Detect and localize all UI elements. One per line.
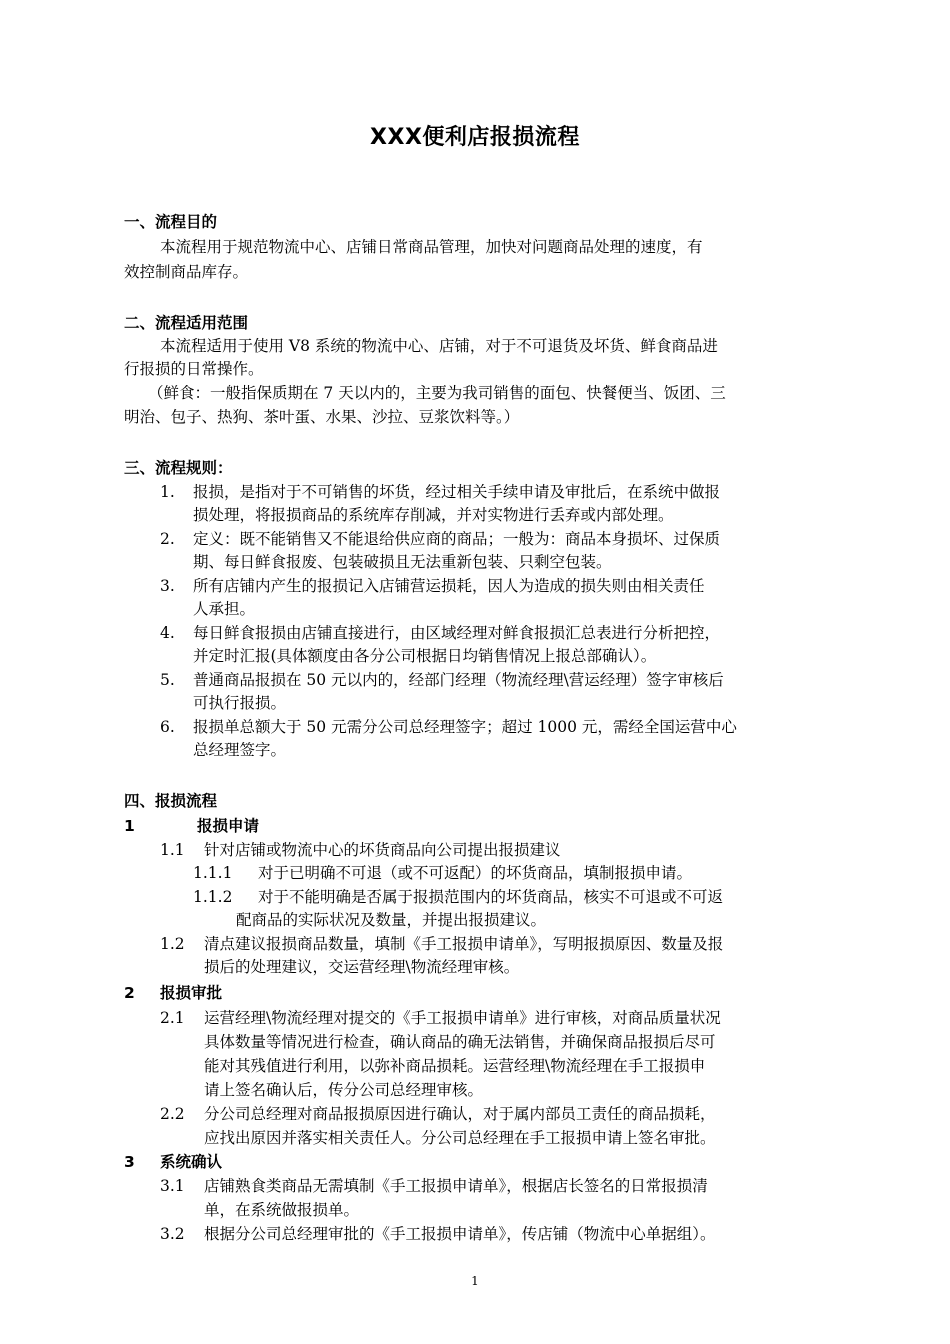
- item-text: 能对其残值进行利用，以弥补商品损耗。运营经理\物流经理在手工报损申: [204, 1057, 706, 1075]
- rule-text: 所有店铺内产生的报损记入店铺营运损耗，因人为造成的损失则由相关责任: [193, 577, 705, 595]
- section-4-heading: 四、报损流程: [124, 792, 218, 810]
- rule-text: 人承担。: [193, 600, 256, 618]
- rule-text: 报损单总额大于 50 元需分公司总经理签字；超过 1000 元，需经全国运营中心: [193, 718, 737, 736]
- rule-number: 5.: [160, 671, 175, 689]
- item-text: 分公司总经理对商品报损原因进行确认，对于属内部员工责任的商品损耗，: [204, 1105, 716, 1123]
- item-number: 1.1.2: [193, 888, 233, 906]
- subsection-heading: 报损审批: [160, 984, 223, 1002]
- item-text: 清点建议报损商品数量，填制《手工报损申请单》，写明报损原因、数量及报: [204, 935, 724, 953]
- item-text: 对于已明确不可退（或不可返配）的坏货商品，填制报损申请。: [258, 864, 693, 882]
- section-1-paragraph-line: 效控制商品库存。: [124, 263, 249, 281]
- item-text: 运营经理\物流经理对提交的《手工报损申请单》进行审核，对商品质量状况: [204, 1009, 721, 1027]
- rule-text: 总经理签字。: [193, 741, 287, 759]
- section-1-paragraph-line: 本流程用于规范物流中心、店铺日常商品管理，加快对问题商品处理的速度，有: [160, 238, 703, 256]
- item-text: 请上签名确认后，传分公司总经理审核。: [204, 1081, 484, 1099]
- item-number: 1.1.1: [193, 864, 233, 882]
- subsection-heading: 系统确认: [160, 1153, 223, 1171]
- item-number: 1.1: [160, 841, 185, 859]
- section-2-paragraph-line: （鲜食：一般指保质期在 7 天以内的，主要为我司销售的面包、快餐便当、饭团、三: [148, 384, 726, 402]
- item-text: 店铺熟食类商品无需填制《手工报损申请单》，根据店长签名的日常报损清: [204, 1177, 708, 1195]
- item-number: 1.2: [160, 935, 185, 953]
- rule-text: 期、每日鲜食报废、包装破损且无法重新包装、只剩空包装。: [193, 553, 612, 571]
- section-2-heading: 二、流程适用范围: [124, 314, 249, 332]
- item-text: 具体数量等情况进行检查，确认商品的确无法销售，并确保商品报损后尽可: [204, 1033, 716, 1051]
- item-text: 配商品的实际状况及数量，并提出报损建议。: [236, 911, 547, 929]
- item-number: 2.2: [160, 1105, 185, 1123]
- rule-number: 6.: [160, 718, 175, 736]
- subsection-number: 3: [124, 1153, 135, 1171]
- item-text: 单，在系统做报损单。: [204, 1201, 360, 1219]
- rule-text: 报损，是指对于不可销售的坏货，经过相关手续申请及审批后，在系统中做报: [193, 483, 721, 501]
- item-number: 3.1: [160, 1177, 185, 1195]
- item-number: 3.2: [160, 1225, 185, 1243]
- rule-text: 每日鲜食报损由店铺直接进行，由区域经理对鲜食报损汇总表进行分析把控，: [193, 624, 721, 642]
- section-2-paragraph-line: 明治、包子、热狗、茶叶蛋、水果、沙拉、豆浆饮料等。）: [124, 408, 520, 426]
- subsection-number: 2: [124, 984, 135, 1002]
- subsection-heading: 报损申请: [197, 817, 260, 835]
- rule-text: 可执行报损。: [193, 694, 287, 712]
- rule-text: 并定时汇报(具体额度由各分公司根据日均销售情况上报总部确认）。: [193, 647, 657, 665]
- rule-number: 4.: [160, 624, 175, 642]
- item-text: 应找出原因并落实相关责任人。分公司总经理在手工报损申请上签名审批。: [204, 1129, 716, 1147]
- section-1-heading: 一、流程目的: [124, 213, 218, 231]
- subsection-number: 1: [124, 817, 135, 835]
- rule-number: 3.: [160, 577, 175, 595]
- section-2-paragraph-line: 本流程适用于使用 V8 系统的物流中心、店铺，对于不可退货及坏货、鲜食商品进: [160, 337, 718, 355]
- item-text: 根据分公司总经理审批的《手工报损申请单》，传店铺（物流中心单据组）。: [204, 1225, 716, 1243]
- item-text: 对于不能明确是否属于报损范围内的坏货商品，核实不可退或不可返: [258, 888, 724, 906]
- rule-text: 普通商品报损在 50 元以内的，经部门经理（物流经理\营运经理）签字审核后: [193, 671, 724, 689]
- item-text: 针对店铺或物流中心的坏货商品向公司提出报损建议: [204, 841, 561, 859]
- item-text: 损后的处理建议，交运营经理\物流经理审核。: [204, 958, 520, 976]
- section-3-heading: 三、流程规则：: [124, 459, 233, 477]
- rule-number: 1.: [160, 483, 175, 501]
- section-2-paragraph-line: 行报损的日常操作。: [124, 360, 264, 378]
- rule-text: 定义：既不能销售又不能退给供应商的商品；一般为：商品本身损坏、过保质: [193, 530, 721, 548]
- rule-number: 2.: [160, 530, 175, 548]
- item-number: 2.1: [160, 1009, 185, 1027]
- document-title: XXX便利店报损流程: [370, 125, 580, 150]
- page-number: 1: [471, 1274, 479, 1288]
- rule-text: 损处理，将报损商品的系统库存削减，并对实物进行丢弃或内部处理。: [193, 506, 674, 524]
